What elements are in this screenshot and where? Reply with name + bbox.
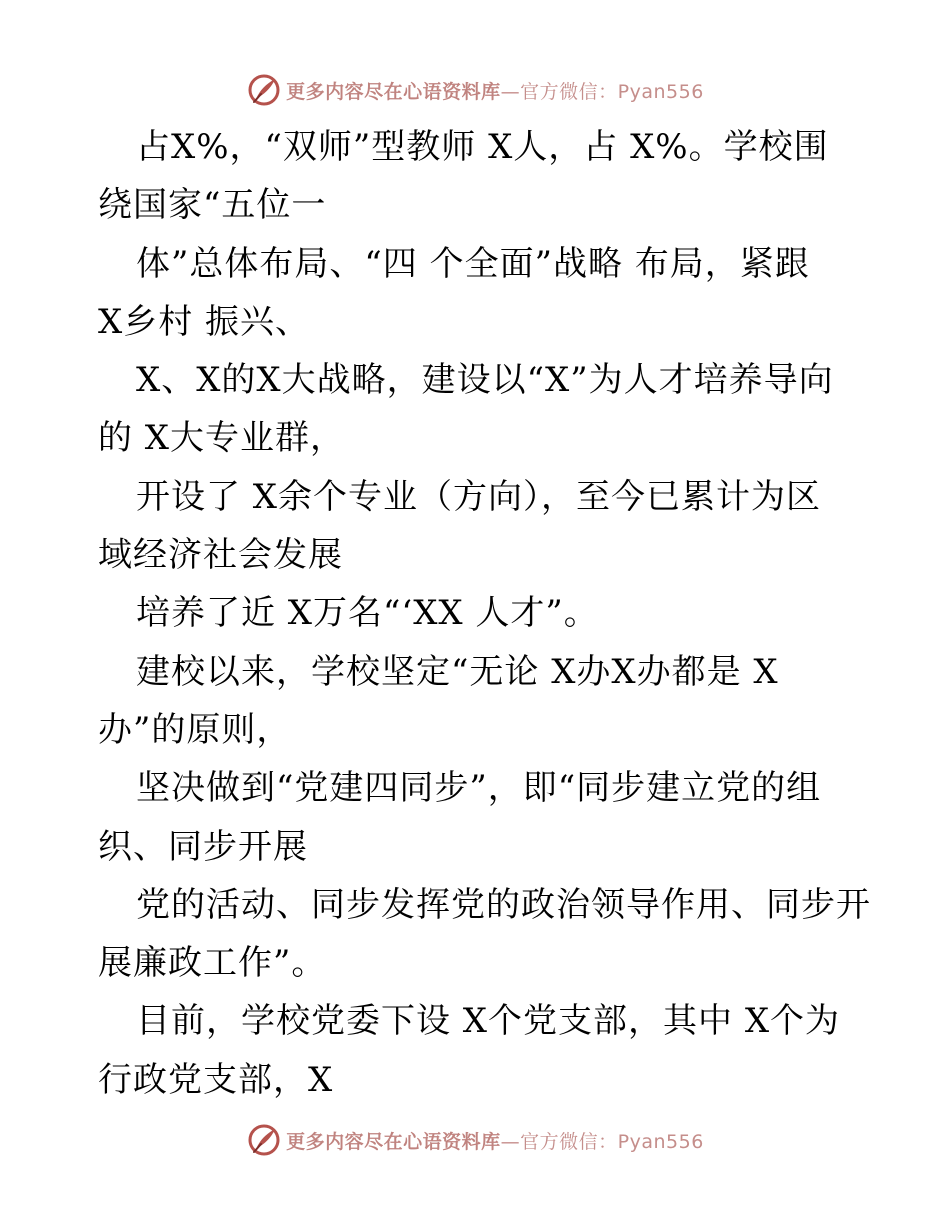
text-line: 办”的原则， bbox=[98, 709, 292, 750]
text-line: 的 X大专业群， bbox=[98, 418, 346, 459]
footer-banner bbox=[0, 1120, 950, 1160]
feather-pen-circle-icon bbox=[246, 72, 282, 108]
text-line: X、X的X大战略，建设以“X”为人才培养导向 bbox=[136, 360, 834, 401]
text-line: X乡村 振兴、 bbox=[98, 301, 311, 342]
text-line: 织、同步开展 bbox=[98, 826, 308, 867]
text-line: 建校以来，学校坚定“无论 X办X办都是 X bbox=[136, 651, 779, 692]
text-line: 坚决做到“党建四同步”，即“同步建立党的组 bbox=[136, 768, 822, 809]
header-banner-light: —官方微信：Pyan556 bbox=[500, 80, 704, 103]
text-line: 开设了 X余个专业（方向），至今已累计为区 bbox=[136, 476, 822, 517]
text-line: 体”总体布局、“四 个全面”战略 布局，紧跟 bbox=[136, 243, 810, 284]
header-banner bbox=[0, 70, 950, 110]
text-line: 目前，学校党委下设 X个党支部，其中 X个为 bbox=[136, 1001, 841, 1042]
footer-banner-text bbox=[286, 1127, 704, 1154]
text-line: 行政党支部，X bbox=[98, 1059, 334, 1100]
footer-banner-bold: 更多内容尽在心语资料库 bbox=[286, 1130, 501, 1153]
text-line: 党的活动、同步发挥党的政治领导作用、同步开 bbox=[136, 884, 871, 925]
header-banner-bold: 更多内容尽在心语资料库 bbox=[286, 80, 501, 103]
text-line: 培养了近 X万名“‘XX 人才”。 bbox=[136, 593, 599, 634]
text-line: 绕国家“五位一 bbox=[98, 185, 327, 226]
footer-banner-light: —官方微信：Pyan556 bbox=[500, 1130, 704, 1153]
header-banner-text bbox=[286, 77, 704, 104]
text-line: 展廉政工作”。 bbox=[98, 943, 327, 984]
text-line: 域经济社会发展 bbox=[98, 535, 343, 576]
feather-pen-circle-icon bbox=[246, 1122, 282, 1158]
text-line: 占X%，“双师”型教师 X人，占 X%。学校围 bbox=[136, 127, 829, 167]
document-body bbox=[98, 118, 871, 1109]
